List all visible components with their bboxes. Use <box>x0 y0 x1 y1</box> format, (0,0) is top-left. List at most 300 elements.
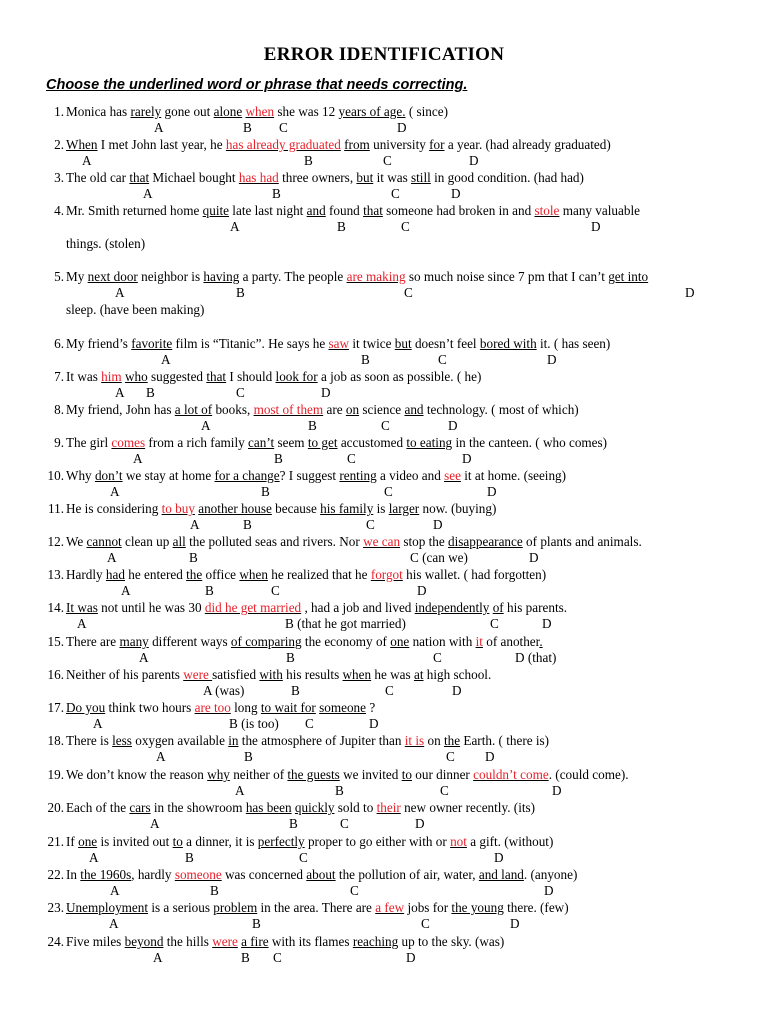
underlined-phrase: to get <box>307 435 338 450</box>
answer-option-label: B <box>243 517 252 532</box>
question-number: 12. <box>47 534 64 549</box>
sentence-text: accustomed <box>337 435 407 450</box>
question-number: 17. <box>47 700 64 715</box>
underlined-phrase: about <box>306 867 336 882</box>
question-sentence <box>66 203 640 219</box>
question-item <box>0 934 768 968</box>
answer-option-label: B <box>243 120 252 135</box>
underlined-phrase: cars <box>129 800 151 815</box>
underlined-phrase: When <box>66 137 98 152</box>
answer-option-label: A <box>77 616 87 631</box>
question-number: 19. <box>47 767 64 782</box>
sentence-text: Why <box>66 468 95 483</box>
answer-option-label: B <box>272 186 281 201</box>
sentence-text: university <box>369 137 430 152</box>
underlined-phrase: all <box>172 534 186 549</box>
question-number: 15. <box>47 634 64 649</box>
answer-option-label: C <box>391 186 400 201</box>
sentence-text: a dinner, it is <box>182 834 258 849</box>
highlighted-error-phrase: couldn’t come <box>473 767 549 782</box>
highlighted-error-phrase: most of them <box>253 402 324 417</box>
sentence-text: we invited <box>339 767 402 782</box>
answer-option-label: B <box>244 749 253 764</box>
underlined-phrase: one <box>78 834 98 849</box>
answer-option-label: C <box>385 683 394 698</box>
underlined-phrase: with <box>259 667 283 682</box>
answer-option-label: D <box>591 219 601 234</box>
sentence-text: high school. <box>423 667 492 682</box>
answer-option-label: D <box>321 385 331 400</box>
sentence-text: we stay at home <box>122 468 215 483</box>
underlined-phrase: bored with <box>479 336 537 351</box>
underlined-phrase: next door <box>87 269 138 284</box>
highlighted-error-phrase: were <box>183 667 213 682</box>
answer-option-label: B (is too) <box>229 716 279 731</box>
answer-option-label: D <box>451 186 461 201</box>
answer-option-label: B <box>289 816 298 831</box>
question-number: 23. <box>47 900 64 915</box>
underlined-phrase: and <box>404 402 424 417</box>
highlighted-error-phrase: were <box>212 934 238 949</box>
sentence-text: Earth. ( there is) <box>460 733 550 748</box>
question-item <box>0 567 768 601</box>
underlined-phrase: someone <box>319 700 367 715</box>
answer-option-label: A <box>82 153 92 168</box>
sentence-text: My <box>66 269 88 284</box>
sentence-text: was concerned <box>221 867 307 882</box>
answer-option-label: D <box>547 352 557 367</box>
sentence-text: she was 12 <box>274 104 339 119</box>
underlined-phrase: has been <box>245 800 292 815</box>
answer-option-label: C <box>384 484 393 499</box>
sentence-text: because <box>271 501 321 516</box>
question-item <box>0 137 768 171</box>
underlined-phrase: who <box>124 369 148 384</box>
answer-option-label: B <box>210 883 219 898</box>
answer-option-label: D <box>685 285 695 300</box>
question-item <box>0 501 768 535</box>
answer-option-label: A <box>161 352 171 367</box>
answer-option-label: B <box>308 418 317 433</box>
question-sentence <box>66 567 546 583</box>
sentence-text: stop the <box>400 534 449 549</box>
sentence-text: he entered <box>124 567 187 582</box>
underlined-phrase: and <box>306 203 326 218</box>
underlined-phrase: the young <box>451 900 504 915</box>
underlined-phrase: cannot <box>86 534 122 549</box>
answer-option-label: B <box>205 583 214 598</box>
highlighted-error-phrase: someone <box>174 867 222 882</box>
question-sentence <box>66 534 642 550</box>
sentence-text: ? I suggest <box>279 468 340 483</box>
highlighted-error-phrase: it <box>475 634 483 649</box>
answer-option-label: B (that he got married) <box>285 616 406 631</box>
question-item <box>0 834 768 868</box>
highlighted-error-phrase: comes <box>111 435 146 450</box>
question-item <box>0 867 768 901</box>
sentence-text: film is “Titanic”. He says he <box>172 336 329 351</box>
underlined-phrase: quite <box>202 203 229 218</box>
sentence-text: he realized that he <box>267 567 371 582</box>
underlined-phrase: the 1960s <box>80 867 132 882</box>
sentence-text: Neither of his parents <box>66 667 184 682</box>
sentence-text: Each of the <box>66 800 130 815</box>
sentence-text: the hills <box>163 934 213 949</box>
question-sentence <box>66 468 566 484</box>
sentence-text: it twice <box>349 336 395 351</box>
answer-option-label: D <box>494 850 504 865</box>
highlighted-error-phrase: it is <box>404 733 425 748</box>
sentence-text: office <box>202 567 240 582</box>
answer-option-label: C (can we) <box>410 550 468 565</box>
answer-option-label: B <box>291 683 300 698</box>
question-sentence <box>66 501 496 517</box>
answer-option-label: B <box>189 550 198 565</box>
question-number: 6. <box>54 336 64 351</box>
answer-option-label: B <box>185 850 194 865</box>
answer-option-label: B <box>361 352 370 367</box>
question-number: 13. <box>47 567 64 582</box>
answer-option-label: A <box>143 186 153 201</box>
answer-option-label: D <box>462 451 472 466</box>
underlined-phrase: but <box>356 170 374 185</box>
sentence-text: I met John last year, he <box>97 137 226 152</box>
sentence-text: It was <box>66 369 102 384</box>
sentence-text: he was <box>371 667 414 682</box>
sentence-text: My friend’s <box>66 336 132 351</box>
sentence-text: jobs for <box>404 900 452 915</box>
question-item <box>0 600 768 634</box>
answer-option-label: C <box>383 153 392 168</box>
highlighted-error-phrase: not <box>450 834 467 849</box>
question-sentence <box>66 137 611 153</box>
highlighted-error-phrase: their <box>376 800 401 815</box>
answer-option-label: C <box>404 285 413 300</box>
sentence-text: in good condition. (had had) <box>430 170 584 185</box>
answer-option-label: A <box>89 850 99 865</box>
sentence-text: nation with <box>409 634 476 649</box>
question-item <box>0 800 768 834</box>
highlighted-error-phrase: to buy <box>161 501 195 516</box>
question-sentence <box>66 900 569 916</box>
sentence-text: Mr. Smith returned home <box>66 203 203 218</box>
answer-option-label: B <box>236 285 245 300</box>
underlined-phrase: to <box>401 767 412 782</box>
sentence-text: a video and <box>376 468 445 483</box>
sentence-text: his results <box>282 667 343 682</box>
answer-option-label: B <box>252 916 261 931</box>
question-sentence <box>66 667 491 683</box>
question-number: 4. <box>54 203 64 218</box>
underlined-phrase: from <box>344 137 370 152</box>
underlined-phrase: had <box>105 567 125 582</box>
answer-option-label: D <box>469 153 479 168</box>
sentence-text: is invited out <box>97 834 173 849</box>
sentence-text: his parents. <box>503 600 568 615</box>
sentence-text: The girl <box>66 435 112 450</box>
underlined-phrase: but <box>394 336 412 351</box>
question-sentence <box>66 269 648 285</box>
sentence-text: We don’t know the reason <box>66 767 208 782</box>
underlined-phrase: beyond <box>124 934 164 949</box>
question-number: 21. <box>47 834 64 849</box>
answer-option-label: A <box>156 749 166 764</box>
underlined-phrase: look for <box>275 369 318 384</box>
underlined-phrase: years of age. <box>338 104 406 119</box>
underlined-phrase: renting <box>339 468 377 483</box>
underlined-phrase: having <box>203 269 240 284</box>
underlined-phrase: get into <box>608 269 649 284</box>
question-item <box>0 402 768 436</box>
answer-option-label: A <box>133 451 143 466</box>
sentence-text: gone out <box>161 104 214 119</box>
answer-option-label: B <box>241 950 250 965</box>
question-item <box>0 468 768 502</box>
underlined-phrase: and land <box>478 867 524 882</box>
sentence-text: neighbor is <box>137 269 204 284</box>
sentence-text: . (anyone) <box>523 867 578 882</box>
answer-option-label: D (that) <box>515 650 557 665</box>
underlined-phrase: his family <box>320 501 374 516</box>
answer-option-label: D <box>417 583 427 598</box>
answer-option-label: D <box>542 616 552 631</box>
answer-option-label: D <box>552 783 562 798</box>
answer-option-label: C <box>273 950 282 965</box>
sentence-text: there. (few) <box>503 900 569 915</box>
question-sentence <box>66 733 549 749</box>
answer-option-label: A <box>235 783 245 798</box>
sentence-text: oxygen available <box>131 733 229 748</box>
answer-option-label: C <box>421 916 430 931</box>
question-sentence <box>66 336 610 352</box>
answer-option-label: A <box>153 950 163 965</box>
sentence-text: suggested <box>147 369 207 384</box>
sentence-text: a gift. (without) <box>466 834 554 849</box>
answer-option-label: A <box>139 650 149 665</box>
sentence-text: are <box>323 402 346 417</box>
underlined-phrase: still <box>411 170 431 185</box>
answer-option-label: B <box>335 783 344 798</box>
sentence-text: is a serious <box>148 900 214 915</box>
underlined-phrase: for a change <box>214 468 280 483</box>
answer-option-label: C <box>299 850 308 865</box>
question-sentence <box>66 867 577 883</box>
sentence-text: now. (buying) <box>419 501 497 516</box>
sentence-text: We <box>66 534 87 549</box>
sentence-text: Five miles <box>66 934 125 949</box>
answer-option-label: C <box>440 783 449 798</box>
underlined-phrase: a fire <box>241 934 269 949</box>
sentence-text: of plants and animals. <box>522 534 642 549</box>
sentence-text: seem <box>274 435 308 450</box>
sentence-text: new owner recently. (its) <box>400 800 536 815</box>
sentence-text: Monica has <box>66 104 131 119</box>
answer-option-label: D <box>448 418 458 433</box>
question-item <box>0 634 768 668</box>
question-item <box>0 170 768 204</box>
highlighted-error-phrase: are making <box>346 269 406 284</box>
underlined-phrase: Unemployment <box>66 900 149 915</box>
sentence-text: ? <box>366 700 376 715</box>
question-number: 8. <box>54 402 64 417</box>
underlined-phrase: the <box>186 567 203 582</box>
highlighted-error-phrase: forgot <box>370 567 403 582</box>
question-sentence <box>66 435 607 451</box>
sentence-text: technology. ( most of which) <box>423 402 579 417</box>
question-continuation: things. (stolen) <box>66 236 146 251</box>
sentence-text: , hardly <box>131 867 175 882</box>
question-number: 22. <box>47 867 64 882</box>
page-title: ERROR IDENTIFICATION <box>263 44 505 65</box>
answer-option-label: C <box>279 120 288 135</box>
sentence-text: his wallet. ( had forgotten) <box>402 567 547 582</box>
underlined-phrase: problem <box>213 900 258 915</box>
underlined-phrase: for <box>429 137 445 152</box>
answer-option-label: C <box>366 517 375 532</box>
question-sentence <box>66 800 535 816</box>
answer-option-label: B <box>274 451 283 466</box>
sentence-text: the atmosphere of Jupiter than <box>238 733 405 748</box>
underlined-phrase: one <box>390 634 410 649</box>
question-sentence <box>66 170 584 186</box>
underlined-phrase: in <box>228 733 239 748</box>
underlined-phrase: . <box>539 634 543 649</box>
underlined-phrase: of comparing <box>230 634 302 649</box>
answer-option-label: C <box>236 385 245 400</box>
answer-option-label: C <box>438 352 447 367</box>
underlined-phrase: to eating <box>406 435 453 450</box>
underlined-phrase: on <box>345 402 360 417</box>
sentence-text: up to the sky. (was) <box>398 934 505 949</box>
sentence-text: My friend, John has <box>66 402 175 417</box>
highlighted-error-phrase: see <box>444 468 461 483</box>
underlined-phrase: the <box>443 733 461 748</box>
underlined-phrase: perfectly <box>257 834 305 849</box>
sentence-text: . (could come). <box>548 767 629 782</box>
question-item <box>0 900 768 934</box>
sentence-text: There are <box>66 634 120 649</box>
underlined-phrase: to <box>172 834 183 849</box>
answer-option-label: D <box>529 550 539 565</box>
question-number: 16. <box>47 667 64 682</box>
answer-option-label: D <box>397 120 407 135</box>
sentence-text: proper to go either with or <box>304 834 451 849</box>
question-number: 3. <box>54 170 64 185</box>
sentence-text: it at home. (seeing) <box>460 468 567 483</box>
answer-option-label: B <box>304 153 313 168</box>
sentence-text: is <box>373 501 389 516</box>
highlighted-error-phrase: a few <box>375 900 405 915</box>
underlined-phrase: Do you <box>66 700 106 715</box>
answer-option-label: C <box>381 418 390 433</box>
answer-option-label: A <box>190 517 200 532</box>
sentence-text: The old car <box>66 170 130 185</box>
underlined-phrase: reaching <box>352 934 399 949</box>
question-number: 2. <box>54 137 64 152</box>
sentence-text: sold to <box>334 800 377 815</box>
underlined-phrase: that <box>206 369 227 384</box>
sentence-text: Michael bought <box>149 170 239 185</box>
sentence-text: three owners, <box>278 170 357 185</box>
sentence-text: the economy of <box>301 634 391 649</box>
question-item <box>0 203 768 251</box>
sentence-text: late last night <box>229 203 307 218</box>
sentence-text: satisfied <box>212 667 260 682</box>
answer-option-label: A <box>115 385 125 400</box>
sentence-text: found <box>325 203 364 218</box>
underlined-phrase: to wait for <box>260 700 316 715</box>
sentence-text: in the showroom <box>150 800 246 815</box>
question-sentence <box>66 104 448 120</box>
answer-option-label: D <box>406 950 416 965</box>
question-number: 9. <box>54 435 64 450</box>
underlined-phrase: many <box>119 634 149 649</box>
underlined-phrase: can’t <box>248 435 275 450</box>
answer-option-label: B <box>337 219 346 234</box>
sentence-text: with its flames <box>268 934 353 949</box>
question-item <box>0 534 768 568</box>
question-number: 5. <box>54 269 64 284</box>
question-sentence <box>66 934 504 950</box>
answer-option-label: D <box>369 716 379 731</box>
sentence-text: think two hours <box>105 700 195 715</box>
answer-option-label: B <box>261 484 270 499</box>
underlined-phrase: independently <box>414 600 490 615</box>
underlined-phrase: less <box>112 733 132 748</box>
sentence-text: If <box>66 834 79 849</box>
question-number: 1. <box>54 104 64 119</box>
answer-option-label: A <box>230 219 240 234</box>
answer-option-label: C <box>446 749 455 764</box>
question-sentence <box>66 767 629 783</box>
sentence-text: so much noise since 7 pm that I can’t <box>405 269 609 284</box>
question-number: 18. <box>47 733 64 748</box>
sentence-text: Hardly <box>66 567 106 582</box>
highlighted-error-phrase: did he get married <box>204 600 302 615</box>
underlined-phrase: a lot of <box>174 402 213 417</box>
question-sentence <box>66 634 543 650</box>
underlined-phrase: disappearance <box>448 534 523 549</box>
question-number: 20. <box>47 800 64 815</box>
answer-option-label: A <box>121 583 131 598</box>
underlined-phrase: favorite <box>131 336 173 351</box>
answer-option-label: D <box>510 916 520 931</box>
question-number: 11. <box>48 501 64 516</box>
answer-option-label: D <box>487 484 497 499</box>
underlined-phrase: that <box>129 170 150 185</box>
answer-option-label: D <box>433 517 443 532</box>
answer-option-label: C <box>347 451 356 466</box>
question-item <box>0 700 768 734</box>
sentence-text: clean up <box>121 534 173 549</box>
sentence-text: doesn’t feel <box>411 336 480 351</box>
answer-option-label: D <box>544 883 554 898</box>
highlighted-error-phrase: we can <box>363 534 401 549</box>
answer-option-label: D <box>415 816 425 831</box>
sentence-text: it. ( has seen) <box>536 336 611 351</box>
sentence-text: books, <box>212 402 254 417</box>
sentence-text: in the area. There are <box>257 900 376 915</box>
underlined-phrase: rarely <box>130 104 162 119</box>
question-number: 7. <box>54 369 64 384</box>
sentence-text: science <box>359 402 405 417</box>
sentence-text: of another <box>482 634 540 649</box>
answer-option-label: A (was) <box>203 683 245 698</box>
instruction-text: Choose the underlined word or phrase that needs correcting. <box>46 77 468 93</box>
question-sentence <box>66 402 579 418</box>
sentence-text: many valuable <box>559 203 640 218</box>
answer-option-label: A <box>109 916 119 931</box>
